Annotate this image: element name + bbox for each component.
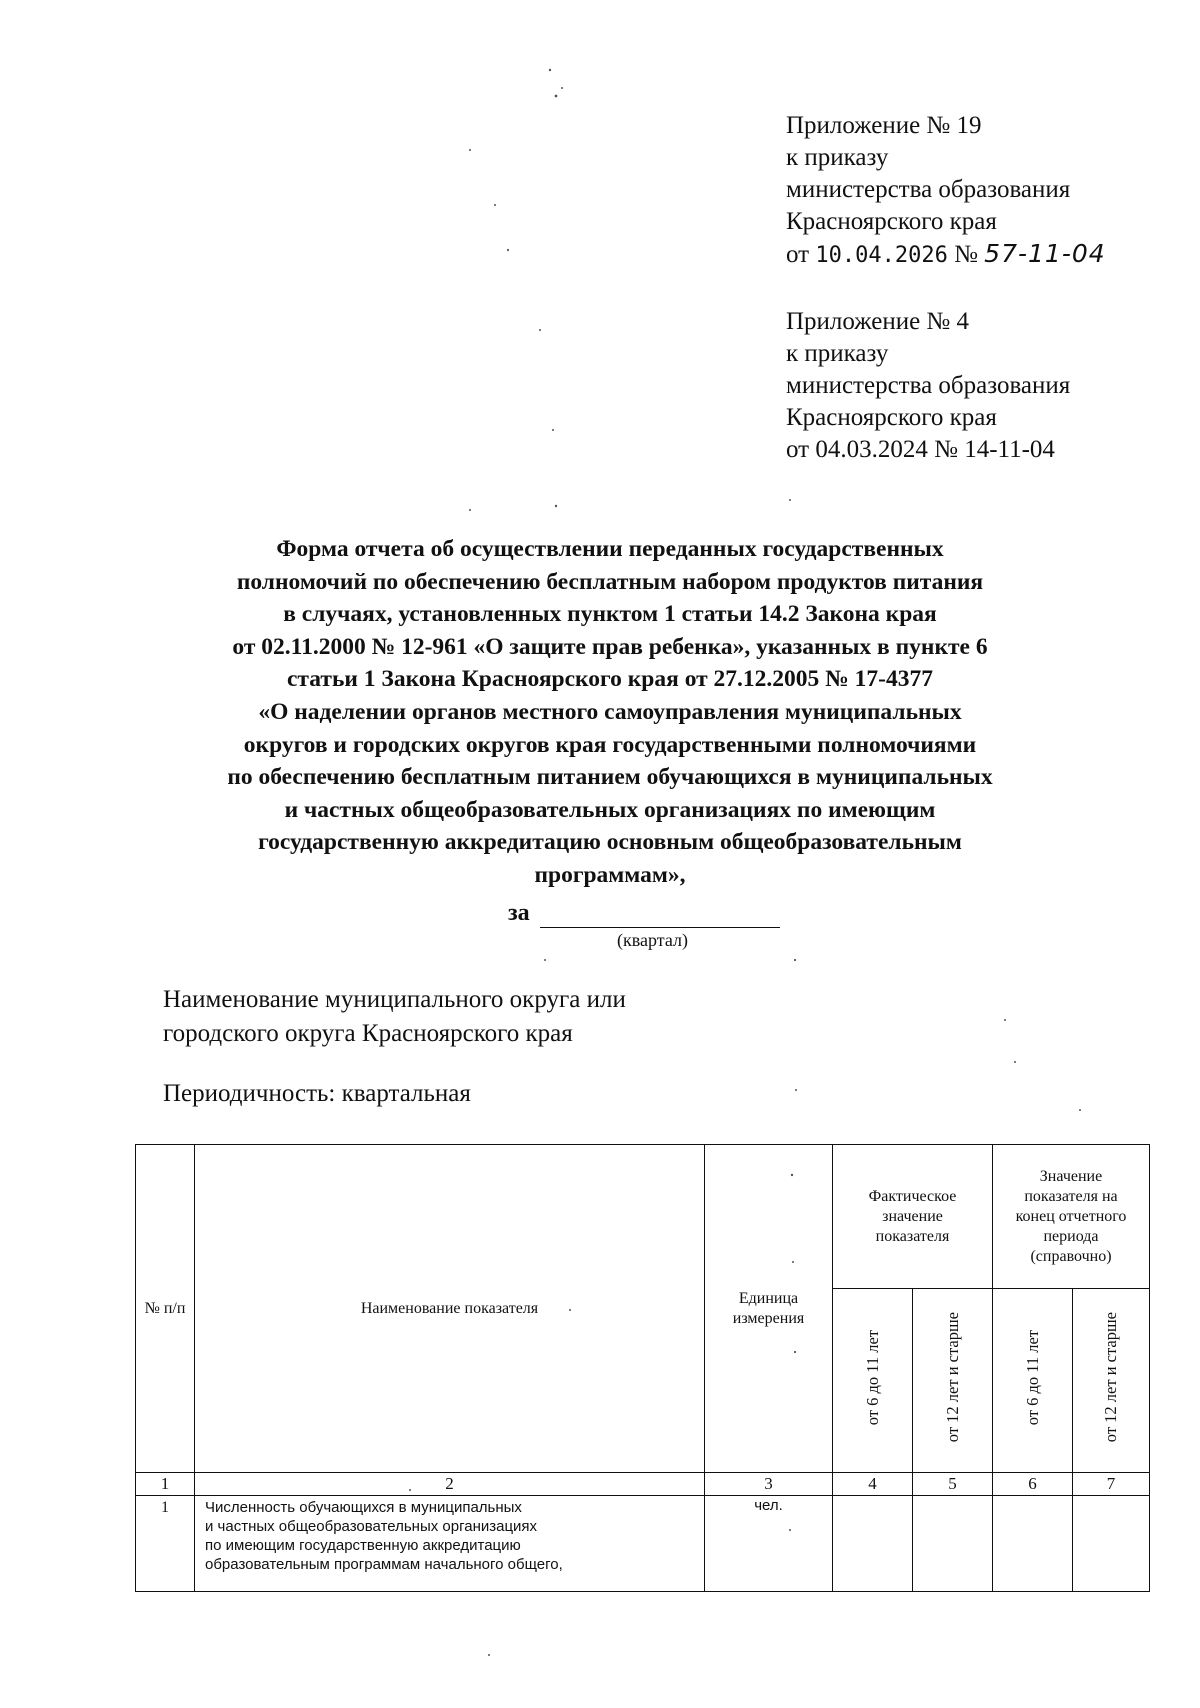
municipality-line-2: городского округа Красноярского края	[163, 1020, 573, 1047]
age-12-plus-label: от 12 лет и старше	[1101, 1312, 1120, 1443]
indicator-name-line: и частных общеобразовательных организациях	[205, 1518, 538, 1535]
column-number: 1	[136, 1473, 195, 1496]
indicator-name-line: образовательным программам начального общего,	[205, 1556, 563, 1573]
municipality-line-1: Наименование муниципального округа или	[163, 986, 626, 1013]
title-line: программам»,	[534, 861, 686, 888]
header-end-period-value: Значение показателя на конец отчетного периода (справочно)	[993, 1145, 1150, 1289]
header-actual-age-12-plus	[913, 1289, 993, 1473]
title-line: полномочий по обеспечению бесплатным набором продуктов питания	[236, 568, 984, 595]
column-number: 5	[913, 1473, 993, 1496]
table-row	[136, 1496, 1150, 1592]
row-value-cell[interactable]	[833, 1496, 913, 1592]
header-actual-value: Фактическое значение показателя	[833, 1145, 993, 1289]
row-value-cell[interactable]	[993, 1496, 1073, 1592]
row-value-cell[interactable]	[913, 1496, 993, 1592]
header-unit: Единица измерения	[705, 1145, 833, 1473]
appendix-19-region: Красноярского края	[786, 208, 997, 235]
period-caption: (квартал)	[617, 930, 688, 950]
age-6-11-label: от 6 до 11 лет	[1022, 1329, 1042, 1426]
appendix-19-block	[786, 110, 1176, 272]
report-table	[135, 1144, 1150, 1592]
title-line: округов и городских округов края государственными полномочиями	[243, 731, 977, 758]
column-number: 4	[833, 1473, 913, 1496]
appendix-19-date-prefix: от	[786, 241, 810, 268]
indicator-name-line: Численность обучающихся в муниципальных	[205, 1499, 522, 1516]
row-unit: чел.	[705, 1496, 833, 1592]
header-end-age-12-plus	[1073, 1289, 1150, 1473]
appendix-19-title: Приложение № 19	[786, 112, 982, 139]
appendix-4-ministry: министерства образования	[786, 372, 1071, 399]
title-line: и частных общеобразовательных организациях по имеющим	[284, 796, 936, 823]
title-line: в случаях, установленных пунктом 1 статьи 14.2 Закона края	[283, 601, 937, 628]
appendix-19-ministry: министерства образования	[786, 176, 1071, 203]
periodicity-label: Периодичность: квартальная	[163, 1080, 471, 1107]
header-num: № п/п	[136, 1145, 195, 1473]
column-number: 2	[195, 1473, 705, 1496]
row-number: 1	[136, 1496, 195, 1592]
age-6-11-label: от 6 до 11 лет	[862, 1329, 882, 1426]
title-line: «О наделении органов местного самоуправления муниципальных	[258, 698, 962, 725]
header-name: Наименование показателя	[195, 1145, 705, 1473]
column-number: 3	[705, 1473, 833, 1496]
title-line: статьи 1 Закона Красноярского края от 27.12.2005 № 17-4377	[287, 666, 933, 693]
appendix-4-order: к приказу	[786, 340, 889, 367]
title-line: по обеспечению бесплатным питанием обучающихся в муниципальных	[227, 764, 993, 791]
appendix-4-region: Красноярского края	[786, 404, 997, 431]
period-blank-field[interactable]	[540, 927, 780, 928]
appendix-19-number-handwritten: 57-11-04	[984, 239, 1106, 268]
header-actual-age-6-11	[833, 1289, 913, 1473]
row-value-cell[interactable]	[1073, 1496, 1150, 1592]
appendix-19-date-stamp: 10.04.2026	[815, 243, 948, 268]
form-title	[140, 533, 1080, 892]
appendix-4-date-number: от 04.03.2024 № 14-11-04	[786, 436, 1055, 463]
age-12-plus-label: от 12 лет и старше	[942, 1312, 962, 1443]
appendix-4-block	[786, 306, 1176, 466]
title-line: государственную аккредитацию основным общеобразовательным	[258, 829, 962, 856]
column-number: 6	[993, 1473, 1073, 1496]
header-end-age-6-11	[993, 1289, 1073, 1473]
column-number: 7	[1073, 1473, 1150, 1496]
title-line: Форма отчета об осуществлении переданных государственных	[276, 536, 944, 562]
municipality-label	[163, 983, 626, 1051]
period-label: за	[508, 900, 530, 926]
column-number-row	[136, 1473, 1150, 1496]
appendix-4-title: Приложение № 4	[786, 308, 970, 335]
appendix-19-date-line	[786, 238, 1176, 272]
appendix-19-number-sign: №	[954, 241, 978, 268]
title-line: от 02.11.2000 № 12-961 «О защите прав ребенка», указанных в пункте 6	[232, 633, 988, 660]
appendix-19-order: к приказу	[786, 144, 889, 171]
indicator-name-line: по имеющим государственную аккредитацию	[205, 1537, 521, 1554]
row-indicator-name	[195, 1496, 705, 1592]
